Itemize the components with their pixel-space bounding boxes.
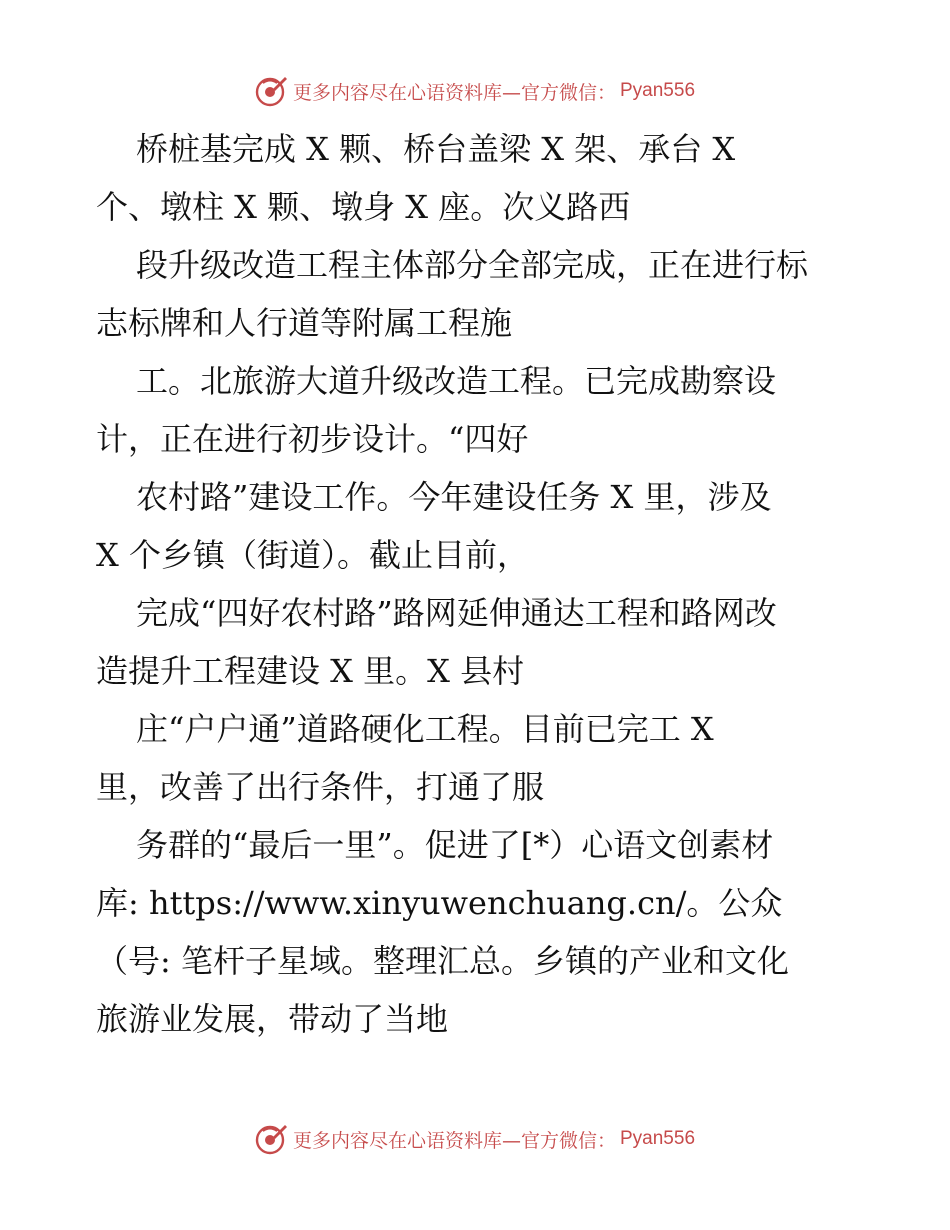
footer-banner-wechat-id: Pyan556 <box>620 1128 696 1149</box>
body-line: 工。北旅游大道升级改造工程。已完成勘察设 <box>136 362 777 400</box>
body-line: 里，改善了出行条件，打通了服 <box>96 768 545 806</box>
header-banner-content <box>255 74 695 108</box>
body-line: 庄“户户通”道路硬化工程。目前已完工 X <box>136 710 714 748</box>
body-line: 农村路”建设工作。今年建设任务 X 里，涉及 <box>136 478 772 516</box>
body-line: X 个乡镇（街道）。截止目前， <box>96 536 529 574</box>
body-line: 个、墩柱 X 颗、墩身 X 座。次义路西 <box>96 188 631 226</box>
header-banner-text: 更多内容尽在心语资料库—官方微信： <box>292 81 616 104</box>
pen-nib-logo-icon <box>255 74 289 108</box>
body-line: （号: 笔杆子星域。整理汇总。乡镇的产业和文化 <box>96 942 789 980</box>
body-line: 务群的“最后一里”。促进了[*）心语文创素材 <box>136 826 774 864</box>
body-line: 完成“四好农村路”路网延伸通达工程和路网改 <box>136 594 777 632</box>
body-line: 旅游业发展，带动了当地 <box>96 1000 449 1038</box>
body-line: 段升级改造工程主体部分全部完成，正在进行标 <box>136 246 809 284</box>
header-banner-wechat-id: Pyan556 <box>620 80 696 101</box>
body-line: 计，正在进行初步设计。“四好 <box>96 420 529 458</box>
body-line: 桥桩基完成 X 颗、桥台盖梁 X 架、承台 X <box>136 130 736 168</box>
footer-banner-text: 更多内容尽在心语资料库—官方微信： <box>292 1129 616 1152</box>
document-body <box>96 120 866 1048</box>
pen-nib-logo-icon <box>255 1122 289 1156</box>
footer-banner <box>0 1119 950 1159</box>
header-banner <box>0 71 950 111</box>
body-line: 造提升工程建设 X 里。X 县村 <box>96 652 525 690</box>
body-line: 志标牌和人行道等附属工程施 <box>96 304 513 342</box>
body-line: 库: https://www.xinyuwenchuang.cn/。公众 <box>96 884 783 922</box>
footer-banner-content <box>255 1122 695 1156</box>
